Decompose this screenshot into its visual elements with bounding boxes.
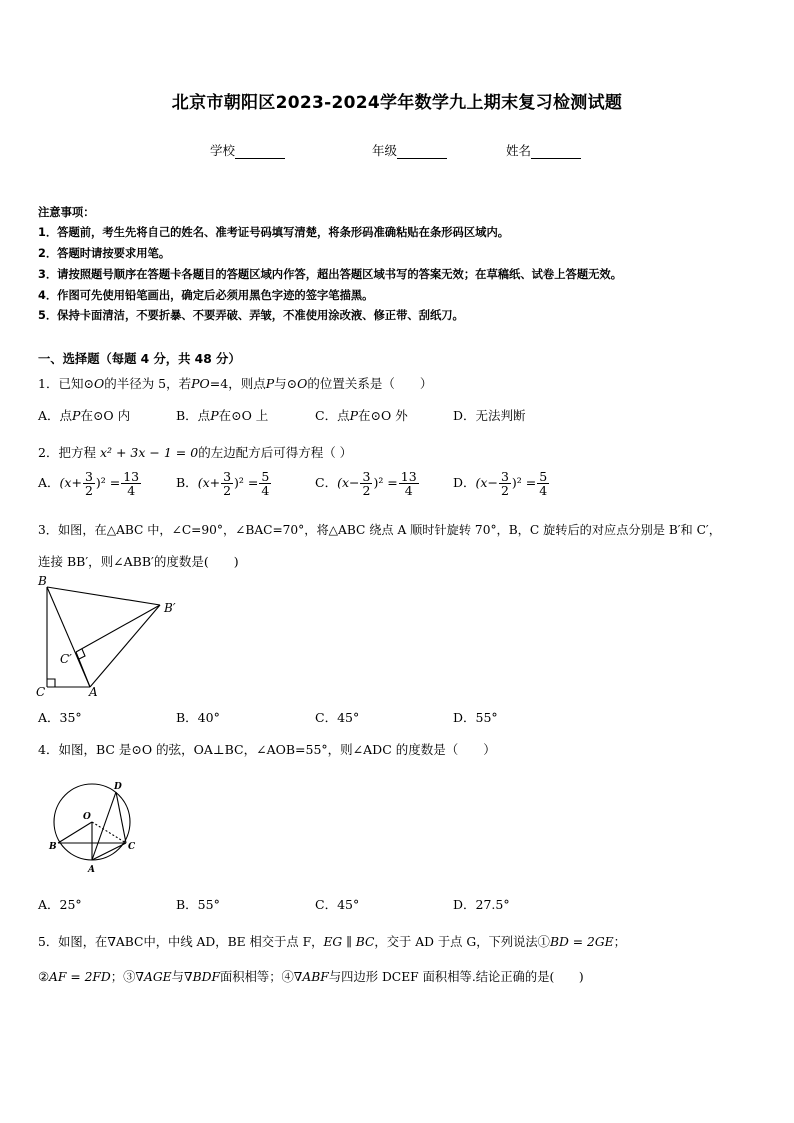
grade-field[interactable] [372,141,447,159]
note-item: 2．答题时请按要求用笔。 [38,247,171,260]
name-field[interactable] [506,141,581,159]
label-A: A [89,685,98,699]
label-C-prime: C′ [60,652,72,666]
label-B-prime: B′ [164,601,176,615]
page-title: 北京市朝阳区2023-2024学年数学九上期末复习检测试题 [171,93,623,113]
label-D: D [114,782,122,792]
q1-option-b[interactable]: B．点P在⊙O 上 [176,408,269,423]
label-B: B [38,574,47,588]
label-A: A [88,865,95,875]
note-item: 1．答题前，考生先将自己的姓名、准考证号码填写清楚，将条形码准确粘贴在条形码区域内。 [38,226,510,239]
q4-option-d[interactable]: D．27.5° [453,897,510,912]
label-C: C [128,842,136,852]
school-field[interactable] [210,141,285,159]
notes-heading: 注意事项： [38,206,95,219]
q4-option-a[interactable]: A．25° [38,897,82,912]
school-label: 学校 [210,143,236,158]
note-item: 5．保持卡面清洁，不要折暴、不要弄破、弄皱，不准使用涂改液、修正带、刮纸刀。 [38,309,464,322]
q1-option-d[interactable]: D．无法判断 [453,408,526,423]
q2-option-a[interactable]: A．(x+ $\frac{3}{2}$ )² = $\frac{13}{4}$ [38,469,140,498]
question-5-cont: ②AF = 2FD；③∇AGE与∇BDF面积相等；④∇ABF与四边形 DCEF 面积相等.结论正确的是( ) [38,970,584,984]
q3-option-c[interactable]: C．45° [315,710,360,725]
note-item: 3．请按照题号顺序在答题卡各题目的答题区域内作答，超出答题区域书写的答案无效；在草稿纸、试卷上答题无效。 [38,268,623,281]
q4-figure [40,776,150,876]
name-label: 姓名 [506,143,532,158]
q3-figure [30,572,190,702]
question-2: 2．把方程 x² + 3x − 1 = 0的左边配方后可得方程（ ） [38,445,353,460]
label-O: O [83,812,91,822]
q3-option-b[interactable]: B．40° [176,710,220,725]
label-C: C [36,685,46,699]
section-heading: 一、选择题（每题 4 分，共 48 分） [38,352,241,366]
q1-option-c[interactable]: C．点P在⊙O 外 [315,408,408,423]
q2-option-c[interactable]: C．(x− $\frac{3}{2}$ )² = $\frac{13}{4}$ [315,469,417,498]
question-3: 3．如图，在△ABC 中，∠C=90°，∠BAC=70°，将△ABC 绕点 A 顺时针旋转 70°，B，C 旋转后的对应点分别是 B′和 C′， [38,523,721,537]
q4-option-b[interactable]: B．55° [176,897,220,912]
note-item: 4．作图可先使用铅笔画出，确定后必须用黑色字迹的签字笔描黑。 [38,289,374,302]
q2-option-d[interactable]: D．(x− $\frac{3}{2}$ )² = $\frac{5}{4}$ [453,469,548,498]
question-4: 4．如图，BC 是⊙O 的弦，OA⊥BC，∠AOB=55°，则∠ADC 的度数是（ ） [38,742,496,757]
q1-option-a[interactable]: A．点P在⊙O 内 [38,408,131,423]
question-3-cont: 连接 BB′，则∠ABB′的度数是( ) [38,554,239,569]
question-5: 5．如图，在∇ABC中，中线 AD，BE 相交于点 F，EG ∥ BC，交于 AD 于点 G，下列说法①BD = 2GE； [38,935,626,949]
label-B: B [49,842,57,852]
q3-option-a[interactable]: A．35° [38,710,82,725]
question-1: 1．已知⊙O的半径为 5，若PO=4，则点P与⊙O的位置关系是（ ） [38,376,433,391]
q3-option-d[interactable]: D．55° [453,710,498,725]
grade-label: 年级 [372,143,398,158]
q2-option-b[interactable]: B．(x+ $\frac{3}{2}$ )² = $\frac{5}{4}$ [176,469,270,498]
q4-option-c[interactable]: C．45° [315,897,360,912]
